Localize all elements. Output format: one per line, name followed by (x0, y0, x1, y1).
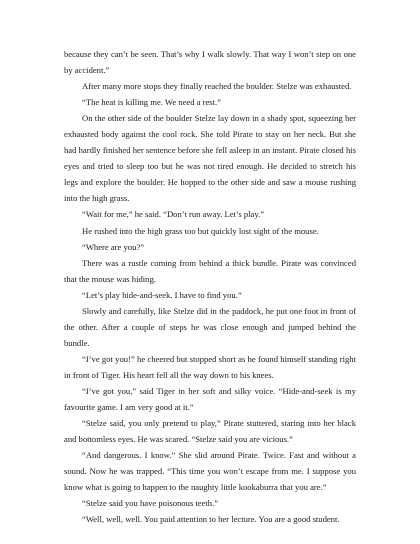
paragraph: Slowly and carefully, like Stelze did in the paddock, he put one foot in front of the other. After a couple of steps he was close enough and jumped behind the bundle. (64, 305, 356, 348)
paragraph: “Let’s play hide-and-seek. I have to find you.” (82, 289, 242, 300)
paragraph: “Stelze said, you only pretend to play,” Pirate stuttered, staring into her black and bottomless eyes. He was scared. “Stelze said you are vicious.” (64, 418, 356, 445)
paragraph: On the other side of the boulder Stelze lay down in a shady spot, squeezing her exhausted body against the cool rock. She told Pirate to stay on her neck. But she had hardly finished her sentence before she fell asleep in an instant. Pirate closed his eyes and tried to sleep too but he was not tired enough. He decided to stretch his legs and explore the boulder. He hopped to the other side and saw a mouse rushing into the high grass. (64, 113, 356, 204)
paragraph: “I’ve got you!” he cheered but stopped short as he found himself standing right in front of Tiger. His heart fell all the way down to his knees. (64, 353, 356, 380)
paragraph: “The heat is killing me. We need a rest.” (82, 97, 221, 108)
paragraph: “Wait for me,” he said. “Don’t run away. Let’s play.” (82, 209, 265, 220)
paragraph: There was a rustle coming from behind a thick bundle. Pirate was convinced that the mouse was hiding. (64, 257, 356, 284)
paragraph: “Well, well, well. You paid attention to her lecture. You are a good student. (82, 514, 340, 525)
paragraph: He rushed into the high grass too but quickly lost sight of the mouse. (82, 225, 319, 236)
body-text (64, 46, 356, 527)
paragraph: “I’ve got you,” said Tiger in her soft and silky voice. “Hide-and-seek is my favourite game. I am very good at it.” (64, 385, 356, 413)
paragraph: “Where are you?” (82, 241, 145, 252)
paragraph: After many more stops they finally reached the boulder. Stelze was exhausted. (82, 81, 352, 92)
paragraph: “Stelze said you have poisonous teeth.” (82, 498, 219, 509)
paragraph: “And dangerous. I know.” She slid around Pirate. Twice. Fast and without a sound. Now he was trapped. “This time you won’t escape from me. I suppose you know what is going to happen to the naughty little kookaburra that you are.” (64, 450, 356, 493)
paragraph: because they can’t be seen. That’s why I walk slowly. That way I won’t step on one by accident.” (64, 49, 356, 76)
